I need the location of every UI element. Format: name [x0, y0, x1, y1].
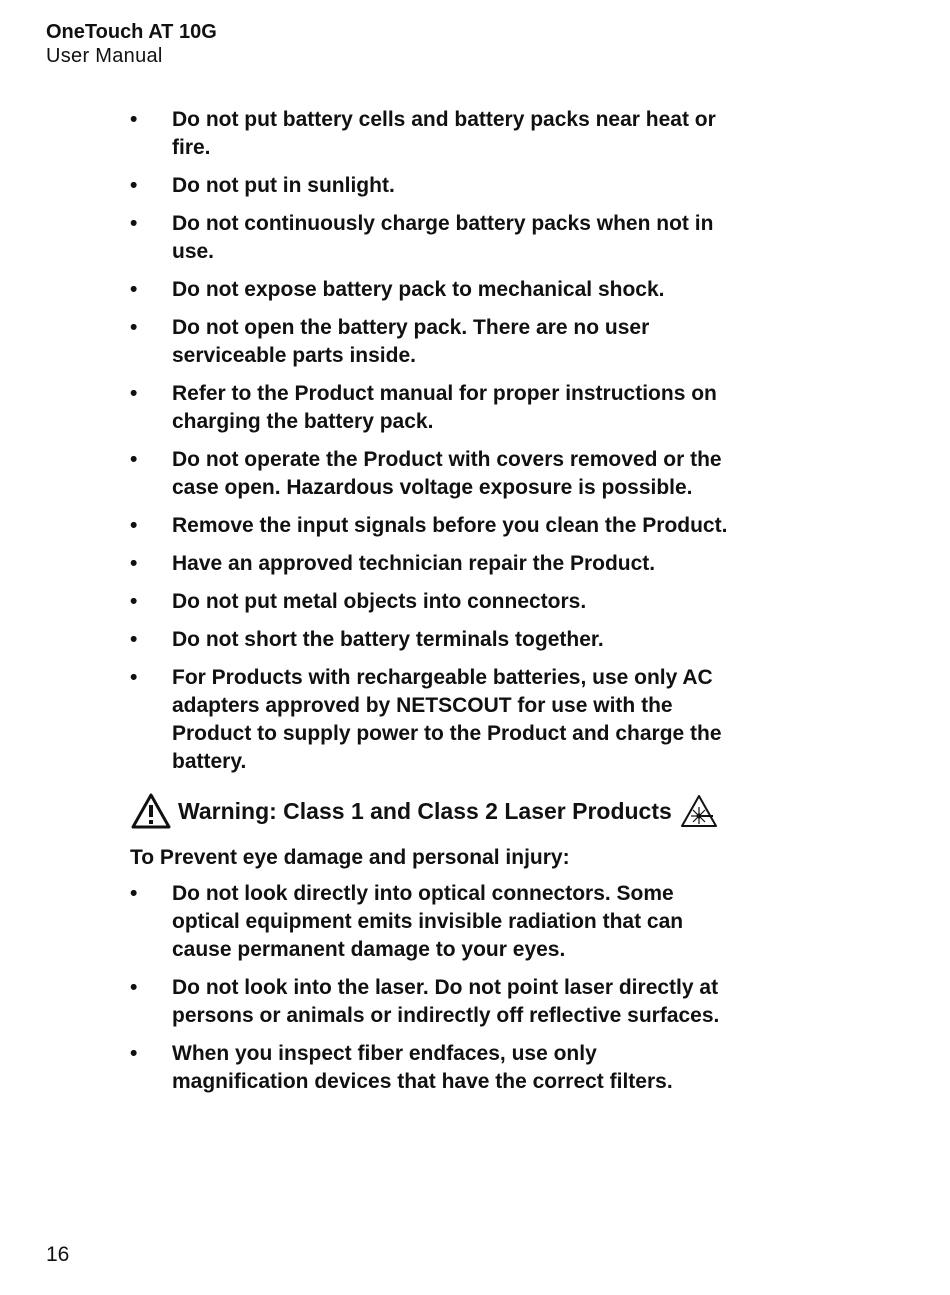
- list-item: [130, 314, 730, 370]
- warning-triangle-icon: [130, 792, 172, 830]
- bullet-marker: •: [130, 666, 138, 689]
- list-item-text: Do not put metal objects into connectors.: [172, 590, 587, 613]
- list-item-text: Refer to the Product manual for proper instructions on charging the battery pack.: [172, 382, 717, 433]
- laser-warning-intro: To Prevent eye damage and personal injury:: [130, 846, 570, 869]
- list-item-text: Do not short the battery terminals together.: [172, 628, 604, 651]
- page-content: [130, 106, 730, 1106]
- list-item-text: Do not continuously charge battery packs when not in use.: [172, 212, 714, 263]
- list-item: [130, 626, 730, 654]
- list-item-text: Do not expose battery pack to mechanical shock.: [172, 278, 665, 301]
- list-item-text: Have an approved technician repair the Product.: [172, 552, 656, 575]
- list-item-text: Do not look into the laser. Do not point laser directly at persons or animals or indirectly off reflective surfaces.: [172, 976, 720, 1027]
- page-number: 16: [46, 1243, 70, 1266]
- list-item-text: Remove the input signals before you clean the Product.: [172, 514, 728, 537]
- list-item-text: Do not open the battery pack. There are no user serviceable parts inside.: [172, 316, 650, 367]
- list-item-text: Do not put in sunlight.: [172, 174, 395, 197]
- list-item: [130, 512, 730, 540]
- battery-safety-list: [130, 106, 730, 776]
- bullet-marker: •: [130, 108, 138, 131]
- list-item-text: Do not operate the Product with covers removed or the case open. Hazardous voltage exposure is possible.: [172, 448, 722, 499]
- bullet-marker: •: [130, 514, 138, 537]
- laser-hazard-icon: [680, 794, 718, 828]
- bullet-marker: •: [130, 552, 138, 575]
- bullet-marker: •: [130, 316, 138, 339]
- bullet-marker: •: [130, 976, 138, 999]
- list-item: [130, 210, 730, 266]
- bullet-marker: •: [130, 212, 138, 235]
- list-item-text: When you inspect fiber endfaces, use only magnification devices that have the correct filters.: [172, 1042, 673, 1093]
- list-item: [130, 588, 730, 616]
- list-item-text: Do not look directly into optical connectors. Some optical equipment emits invisible radiation that can cause permanent damage to your eyes.: [172, 882, 684, 961]
- bullet-marker: •: [130, 382, 138, 405]
- list-item: [130, 172, 730, 200]
- bullet-marker: •: [130, 278, 138, 301]
- laser-warning-title: Warning: Class 1 and Class 2 Laser Products: [178, 798, 672, 824]
- laser-safety-list: [130, 880, 730, 1096]
- laser-warning-heading: [130, 792, 730, 830]
- bullet-marker: •: [130, 590, 138, 613]
- list-item: [130, 106, 730, 162]
- list-item: [130, 664, 730, 776]
- bullet-marker: •: [130, 628, 138, 651]
- bullet-marker: •: [130, 174, 138, 197]
- bullet-marker: •: [130, 448, 138, 471]
- bullet-marker: •: [130, 1042, 138, 1065]
- list-item: [130, 380, 730, 436]
- list-item: [130, 550, 730, 578]
- list-item: [130, 446, 730, 502]
- running-header: [46, 20, 217, 68]
- bullet-marker: •: [130, 882, 138, 905]
- list-item: [130, 1040, 730, 1096]
- list-item-text: Do not put battery cells and battery packs near heat or fire.: [172, 108, 716, 159]
- list-item: [130, 276, 730, 304]
- list-item: [130, 974, 730, 1030]
- list-item-text: For Products with rechargeable batteries, use only AC adapters approved by NETSCOUT for use with the Product to supply power to the Product and charge the battery.: [172, 666, 722, 773]
- list-item: [130, 880, 730, 964]
- document-type: User Manual: [46, 45, 163, 67]
- product-name: OneTouch AT 10G: [46, 21, 217, 43]
